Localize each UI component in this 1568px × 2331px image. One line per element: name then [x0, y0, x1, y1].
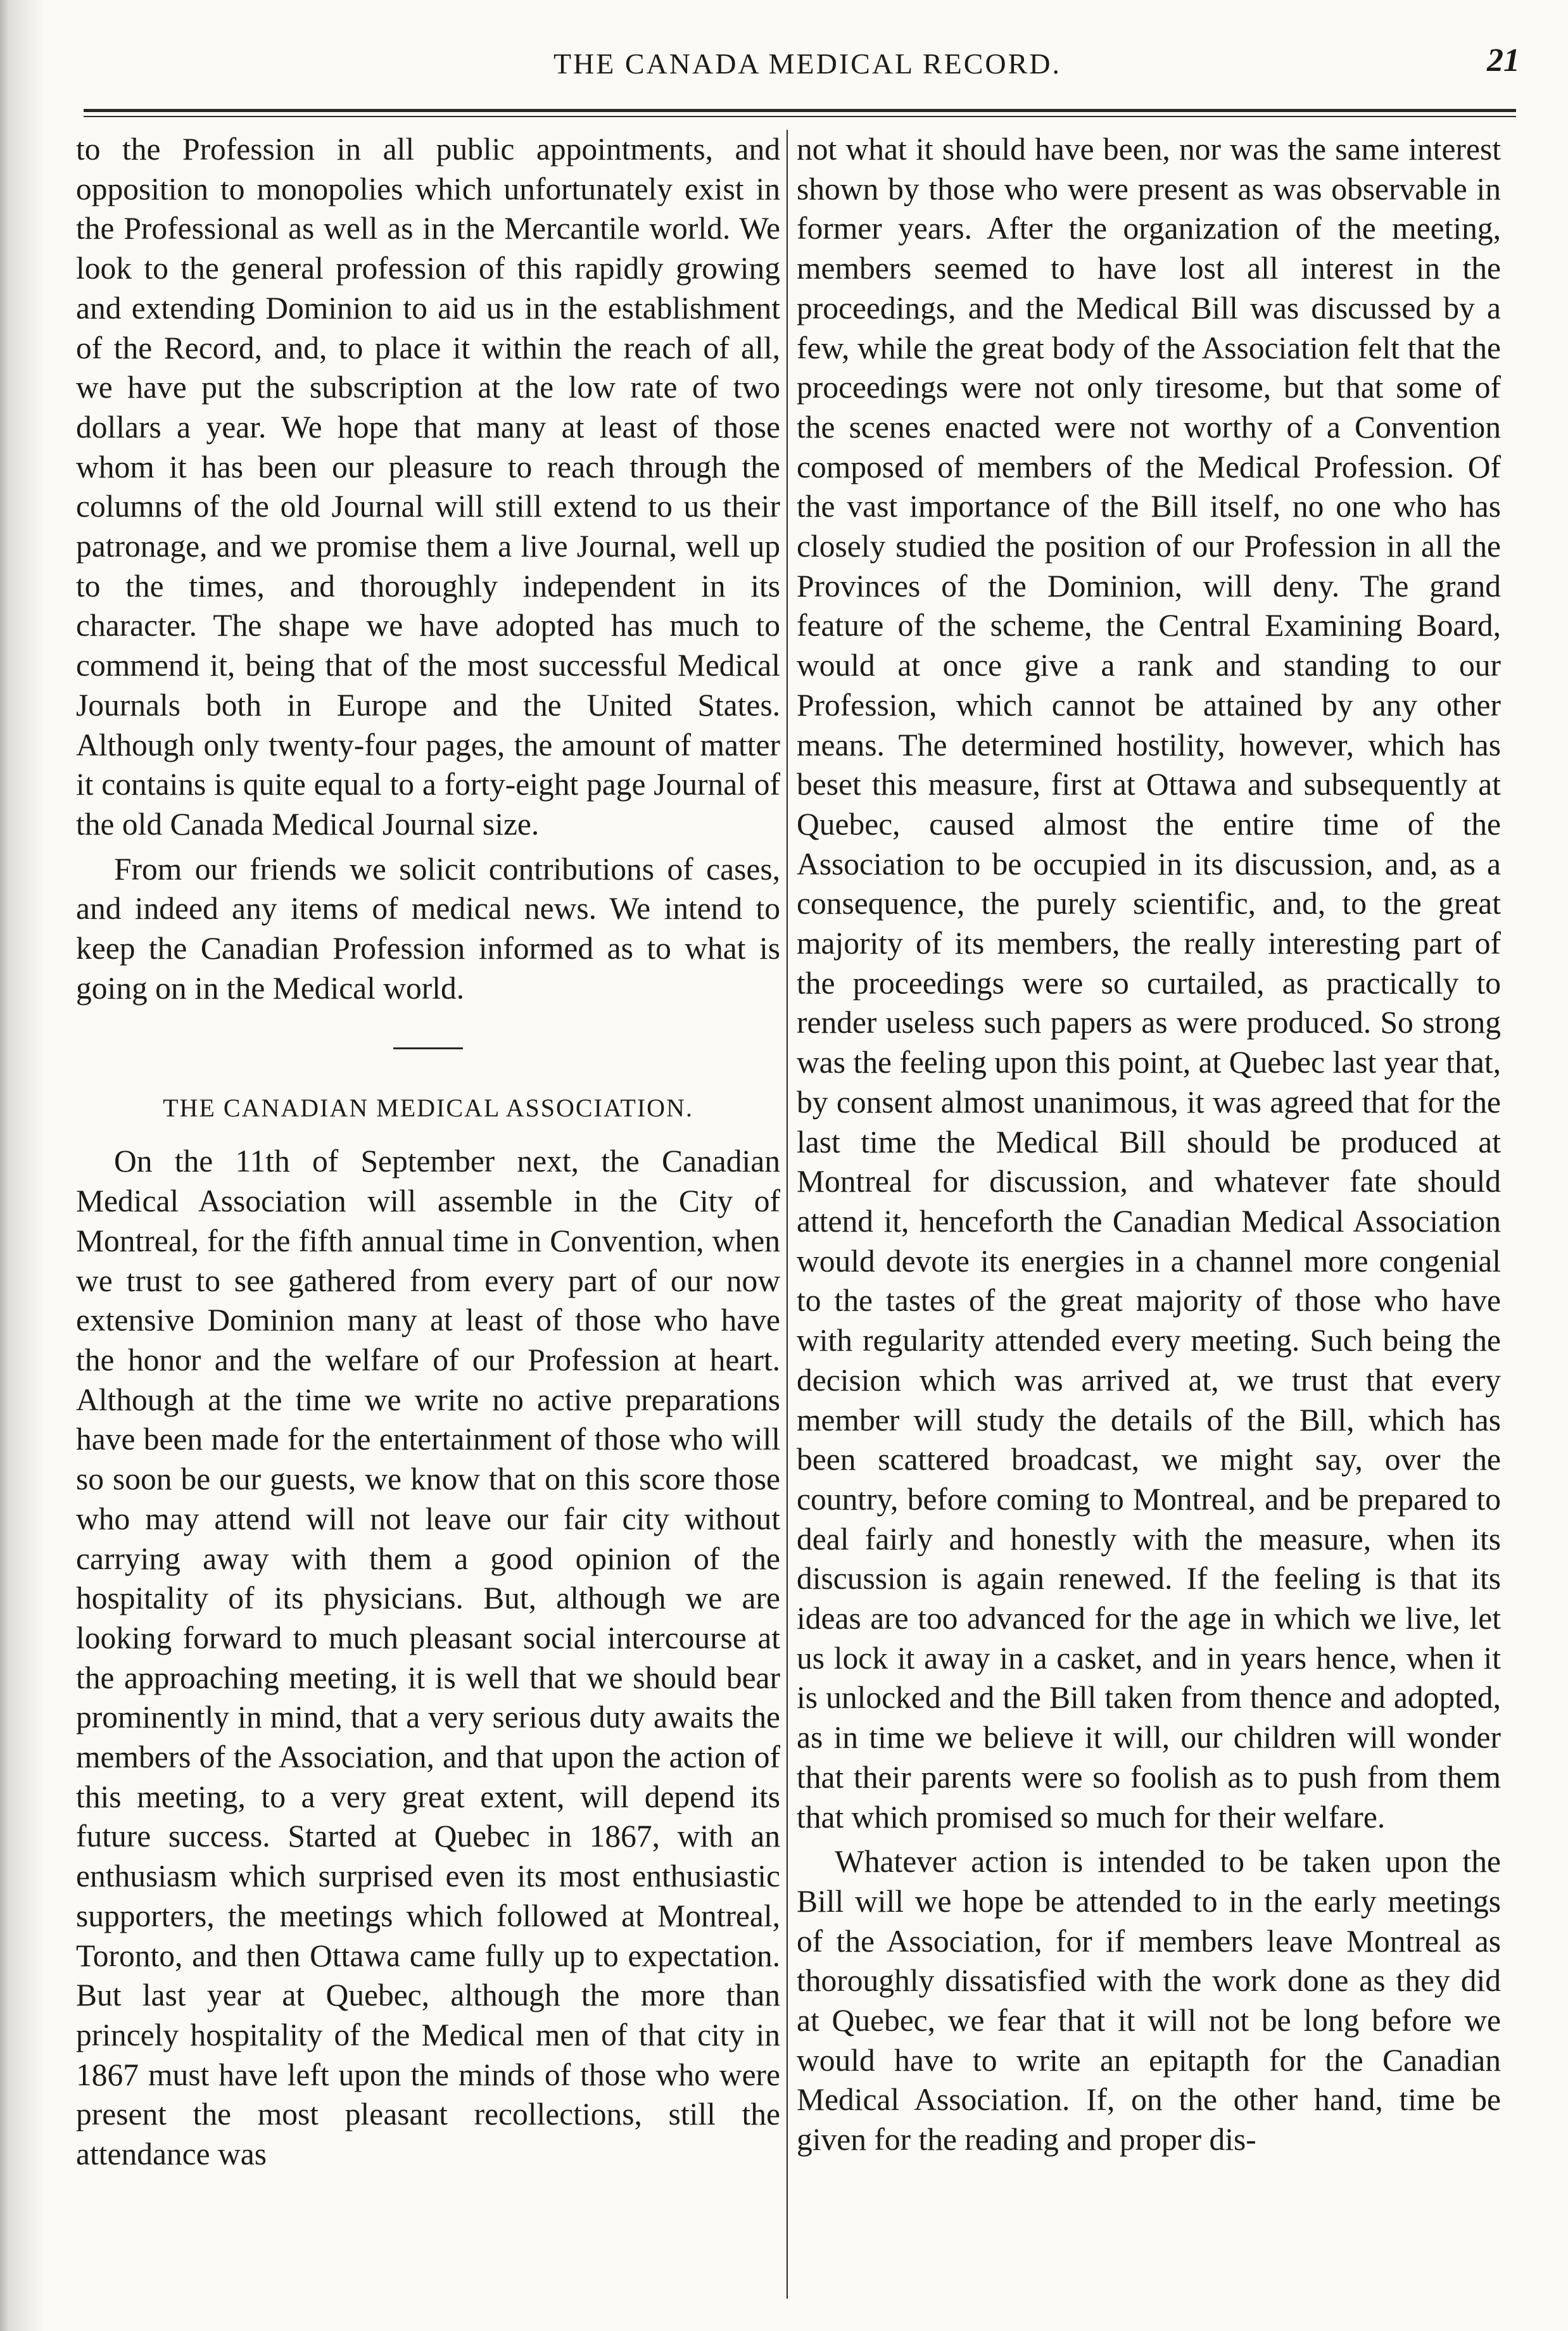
column-divider: [787, 130, 788, 2299]
header-rule-thin: [84, 116, 1516, 117]
left-paragraph-3: On the 11th of September next, the Canadian Medical Association will assemble in the City of Montreal, for the fifth annual time in Convention, when we trust to see gathered from every part of our now extensive Dominion many at least of those who have the honor and the welfare of our Profession at heart. Although at the time we write no active preparations have been made for the entertainment of those who will so soon be our guests, we know that on this score those who may attend will not leave our fair city without carrying away with them a good opinion of the hospitality of its physicians. But, although we are looking forward to much pleasant social intercourse at the approaching meeting, it is well that we should bear prominently in mind, that a very serious duty awaits the members of the Association, and that upon the action of this meeting, to a very great extent, will depend its future success. Started at Quebec in 1867, with an enthusiasm which surprised even its most enthusiastic supporters, the meetings which followed at Montreal, Toronto, and then Ottawa came fully up to expectation. But last year at Quebec, although the more than princely hospitality of the Medical men of that city in 1867 must have left upon the minds of those who were present the most pleasant recollections, still the attendance was: [76, 1144, 780, 2172]
left-paragraph-2: From our friends we solicit contributions of cases, and indeed any items of medical news. We intend to keep the Canadian Profession informed as to what is going on in the Medical world.: [76, 851, 780, 1006]
page-number: 21: [1487, 42, 1520, 79]
section-title: THE CANADIAN MEDICAL ASSOCIATION.: [163, 1094, 693, 1123]
left-paragraph-1: to the Profession in all public appointments, and opposition to monopolies which unfortunately exist in the Professional as well as in the Mercantile world. We look to the general profession of this rapidly growing and extending Dominion to aid us in the establishment of the Record, and, to place it within the reach of all, we have put the subscription at the low rate of two dollars a year. We hope that many at least of those whom it has been our pleasure to reach through the columns of the old Journal will still extend to us their patronage, and we promise them a live Journal, well up to the times, and thoroughly independent in its character. The shape we have adopted has much to commend it, being that of the most successful Medical Journals both in Europe and the United States. Although only twenty-four pages, the amount of matter it contains is quite equal to a forty-eight page Journal of the old Canada Medical Journal size.: [76, 132, 780, 842]
section-divider: [393, 1047, 463, 1049]
right-paragraph-1: not what it should have been, nor was the same interest shown by those who were present as was observable in former years. After the organization of the meeting, members seemed to have lost all interest in the proceedings, and the Medical Bill was discussed by a few, while the great body of the Association felt that the proceedings were not only tiresome, but that some of the scenes enacted were not worthy of a Convention composed of members of the Medical Profession. Of the vast importance of the Bill itself, no one who has closely studied the position of our Profession in all the Provinces of the Dominion, will deny. The grand feature of the scheme, the Central Examining Board, would at once give a rank and standing to our Profession, which cannot be attained by any other means. The determined hostility, however, which has beset this measure, first at Ottawa and subsequently at Quebec, caused almost the entire time of the Association to be occupied in its discussion, and, as a consequence, the purely scientific, and, to the great majority of its members, the really interesting part of the proceedings were so curtailed, as practically to render useless such papers as were produced. So strong was the feeling upon this point, at Quebec last year that, by consent almost unanimous, it was agreed that for the last time the Medical Bill should be produced at Montreal for discussion, and whatever fate should attend it, henceforth the Canadian Medical Association would devote its energies in a channel more congenial to the tastes of the great majority of those who have with regularity attended every meeting. Such being the decision which was arrived at, we trust that every member will study the details of the Bill, which has been scattered broadcast, we might say, over the country, before coming to Montreal, and be prepared to deal fairly and honestly with the measure, when its discussion is again renewed. If the feeling is that its ideas are too advanced for the age in which we live, let us lock it away in a casket, and in years hence, when it is unlocked and the Bill taken from thence and adopted, as in time we believe it will, our children will wonder that their parents were so foolish as to push from them that which promised so much for their welfare.: [797, 132, 1501, 1835]
running-head: THE CANADA MEDICAL RECORD.: [553, 47, 1062, 80]
left-column: [76, 130, 780, 2175]
page-header: [95, 42, 1520, 92]
binding-edge-shadow: [0, 0, 57, 2331]
right-column: [797, 130, 1501, 2160]
header-rule: [84, 109, 1516, 112]
right-paragraph-2: Whatever action is intended to be taken upon the Bill will we hope be attended to in the early meetings of the Association, for if members leave Montreal as thoroughly dissatisfied with the work done as they did at Quebec, we fear that it will not be long before we would have to write an epitapth for the Canadian Medical Association. If, on the other hand, time be given for the reading and proper dis-: [797, 1844, 1501, 2157]
